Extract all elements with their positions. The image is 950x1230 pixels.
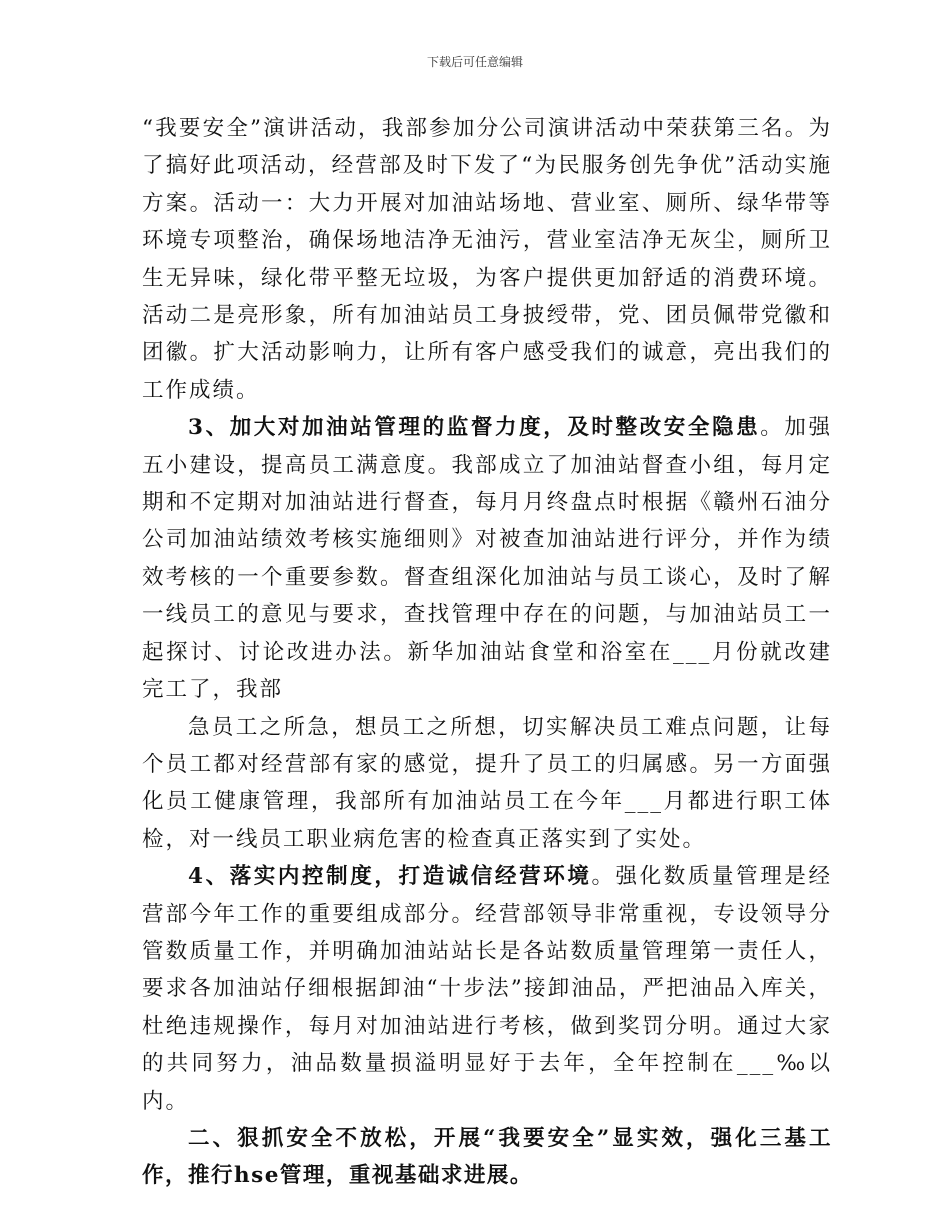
paragraph-lead-heading: 3、加大对加油站管理的监督力度，及时整改安全隐患 xyxy=(188,415,761,441)
paragraph-lead-heading: 4、落实内控制度，打造诚信经营环境 xyxy=(188,864,592,890)
paragraph-employee-care xyxy=(142,709,832,859)
section-heading-text: 二、狠抓安全不放松，开展“我要安全”显实效，强化三基工作，推行hse管理，重视基础求进展。 xyxy=(142,1125,832,1189)
paragraph-text: “我要安全”演讲活动，我部参加分公司演讲活动中荣获第三名。为了搞好此项活动，经营部及时下发了“为民服务创先争优”活动实施方案。活动一：大力开展对加油站场地、营业室、厕所、绿华带等环境专项整治，确保场地洁净无油污，营业室洁净无灰尘，厕所卫生无异味，绿化带平整无垃圾，为客户提供更加舒适的消费环境。活动二是亮形象，所有加油站员工身披绶带，党、团员佩带党徽和团徽。扩大活动影响力，让所有客户感受我们的诚意，亮出我们的工作成绩。 xyxy=(142,116,832,403)
document-body xyxy=(142,110,832,1195)
paragraph-internal-control xyxy=(142,858,832,1120)
paragraph-text: 急员工之所急，想员工之所想，切实解决员工难点问题，让每个员工都对经营部有家的感觉，提升了员工的归属感。另一方面强化员工健康管理，我部所有加油站员工在今年___月都进行职工体检，对一线员工职业病危害的检查真正落实到了实处。 xyxy=(142,714,832,852)
paragraph-station-supervision xyxy=(142,409,832,708)
paragraph-text: 。加强五小建设，提高员工满意度。我部成立了加油站督查小组，每月定期和不定期对加油站进行督查，每月月终盘点时根据《赣州石油分公司加油站绩效考核实施细则》对被查加油站进行评分，并作为绩效考核的一个重要参数。督查组深化加油站与员工谈心，及时了解一线员工的意见与要求，查找管理中存在的问题，与加油站员工一起探讨、讨论改进办法。新华加油站食堂和浴室在___月份就改建完工了，我部 xyxy=(142,415,832,703)
paragraph-speech-activity xyxy=(142,110,832,409)
section-heading-safety xyxy=(142,1120,832,1195)
paragraph-text: 。强化数质量管理是经营部今年工作的重要组成部分。经营部领导非常重视，专设领导分管数质量工作，并明确加油站站长是各站数质量管理第一责任人，要求各加油站仔细根据卸油“十步法”接卸油品，严把油品入库关，杜绝违规操作，每月对加油站进行考核，做到奖罚分明。通过大家的共同努力，油品数量损溢明显好于去年，全年控制在___‰以内。 xyxy=(142,864,832,1114)
page-header: 下载后可任意编辑 xyxy=(426,55,523,69)
